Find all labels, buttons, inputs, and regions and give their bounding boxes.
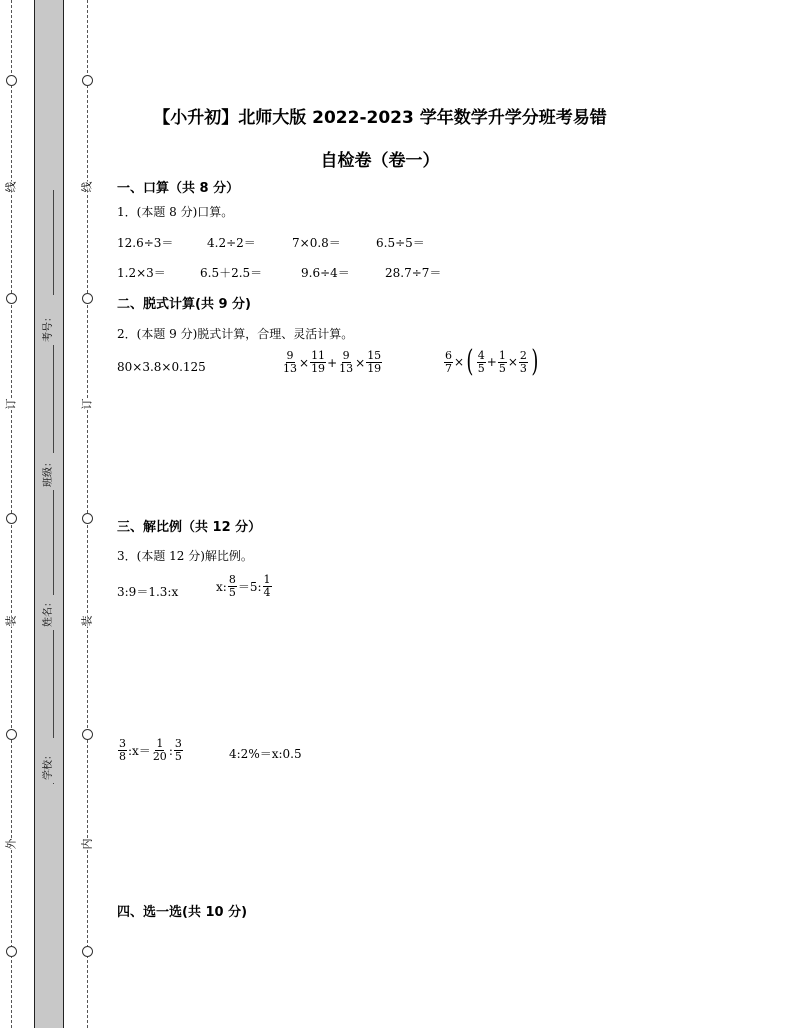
fraction: $\frac{2}{3}$ <box>519 348 527 375</box>
section-heading: 三、解比例（共 12 分） <box>117 520 262 535</box>
field-underline <box>53 630 54 738</box>
field-underline <box>53 190 54 295</box>
page-title-line2: 自检卷（卷一） <box>320 151 440 171</box>
section-heading: 四、选一选(共 10 分) <box>117 905 248 920</box>
margin-char-inner: 订 <box>80 398 94 410</box>
mental-math-item: 4.2÷2＝ <box>207 236 256 250</box>
field-underline <box>53 490 54 595</box>
calc-expression: $\frac{9}{13}$ × $\frac{11}{19}$ + $\frac{9}{13}$ × $\frac{15}{19}$ <box>283 349 382 375</box>
proportion-problem: 3:9＝1.3:x <box>117 585 179 599</box>
fraction: $\frac{4}{5}$ <box>477 348 485 375</box>
class-label: 班级： <box>43 457 54 487</box>
binding-hole <box>6 946 17 957</box>
mental-math-item: 9.6÷4＝ <box>301 266 350 280</box>
mental-math-item: 1.2×3＝ <box>117 266 166 280</box>
exam-number-label: 考号： <box>43 312 54 342</box>
mental-math-item: 12.6÷3＝ <box>117 236 174 250</box>
binding-hole <box>82 75 93 86</box>
binding-hole <box>6 513 17 524</box>
binding-hole <box>6 75 17 86</box>
section-heading: 一、口算（共 8 分） <box>117 181 240 196</box>
fraction: $\frac{8}{5}$ <box>228 573 236 599</box>
name-label: 姓名： <box>43 597 54 627</box>
margin-char-outer: 线 <box>4 181 18 193</box>
fraction: $\frac{3}{8}$ <box>119 737 126 763</box>
proportion-problem: x: $\frac{8}{5}$ ＝5: $\frac{1}{4}$ <box>216 573 271 599</box>
proportion-problem: $\frac{3}{8}$ :x＝ $\frac{1}{20}$ : $\frac{3}{5}$ <box>119 737 182 763</box>
page-title-line1: 【小升初】北师大版 2022-2023 学年数学升学分班考易错 <box>153 108 607 128</box>
field-underline <box>53 783 54 784</box>
question-text: 2．(本题 9 分)脱式计算，合理、灵活计算。 <box>117 327 354 341</box>
fraction: $\frac{3}{5}$ <box>174 737 182 763</box>
binding-hole <box>6 729 17 740</box>
fraction: $\frac{11}{19}$ <box>311 349 326 375</box>
fraction: $\frac{1}{4}$ <box>263 573 271 599</box>
margin-char-inner: 装 <box>80 615 94 627</box>
margin-char-outer: 订 <box>4 398 18 410</box>
fraction: $\frac{15}{19}$ <box>367 349 382 375</box>
question-text: 3．(本题 12 分)解比例。 <box>117 549 253 563</box>
calc-expression: 80×3.8×0.125 <box>117 360 206 374</box>
fraction: $\frac{9}{13}$ <box>283 349 297 375</box>
binding-hole <box>82 946 93 957</box>
field-underline <box>53 345 54 453</box>
calc-expression: $\frac{6}{7}$ × ( $\frac{4}{5}$ + $\frac{1}{5}$ × $\frac{2}{3}$ ) <box>445 344 539 379</box>
margin-char-outer: 装 <box>4 615 18 627</box>
binding-hole <box>82 729 93 740</box>
fraction: $\frac{1}{20}$ <box>152 737 167 763</box>
mental-math-item: 6.5÷5＝ <box>376 236 425 250</box>
margin-char-inner: 线 <box>80 181 94 193</box>
mental-math-item: 6.5＋2.5＝ <box>200 266 263 280</box>
section-heading: 二、脱式计算(共 9 分) <box>117 297 251 312</box>
margin-char-outer: 外 <box>4 838 18 850</box>
binding-hole <box>82 293 93 304</box>
fraction: $\frac{1}{5}$ <box>498 348 506 375</box>
proportion-problem: 4:2%＝x:0.5 <box>229 747 302 761</box>
mental-math-item: 28.7÷7＝ <box>385 266 442 280</box>
binding-hole <box>82 513 93 524</box>
fraction: $\frac{6}{7}$ <box>445 348 452 375</box>
margin-char-inner: 内 <box>80 838 94 850</box>
fraction: $\frac{9}{13}$ <box>339 349 354 375</box>
binding-hole <box>6 293 17 304</box>
school-label: 学校： <box>43 750 54 780</box>
mental-math-item: 7×0.8＝ <box>292 236 341 250</box>
question-text: 1．(本题 8 分)口算。 <box>117 205 234 219</box>
